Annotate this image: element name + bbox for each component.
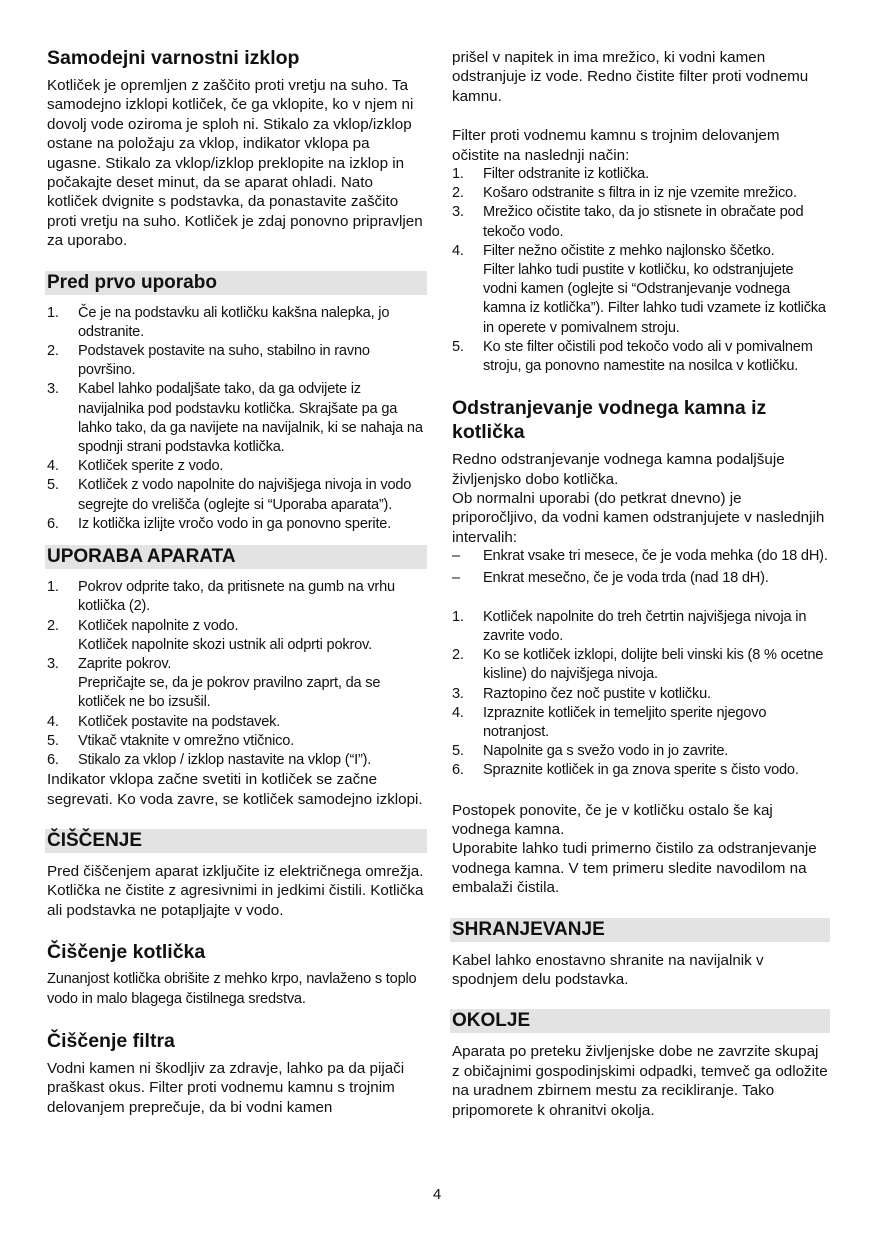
list-item: 4. Izpraznite kotliček in temeljito sperite njegovo notranjost. [452, 704, 767, 740]
list-item: 3. Raztopino čez noč pustite v kotličku. [452, 685, 711, 702]
filter-method-intro: Filter proti vodnemu kamnu s trojnim delovanjem očistite na naslednji način: [452, 127, 780, 164]
list-item: 6. Stikalo za vklop / izklop nastavite na vklop (“I”). [47, 751, 372, 768]
list-item: 3. Kabel lahko podaljšate tako, da ga odvijete iz navijalnika pod podstavku kotlička. Skrajšate pa ga lahko tako, da ga navijete na navijalnik, ki se nahaja na spodnji strani podstavka kotlička. [47, 381, 423, 456]
filter-cleaning-list [452, 165, 830, 376]
usage-after-text: Indikator vklopa začne svetiti in kotliček se začne segrevati. Ko voda zavre, se kotliček samodejno izklopi. [47, 771, 423, 808]
usage-heading: UPORABA APARATA [45, 545, 427, 569]
list-item: 6. Iz kotlička izlijte vročo vodo in ga ponovno sperite. [47, 515, 392, 532]
list-item: 2. Podstavek postavite na suho, stabilno in ravno površino. [47, 343, 370, 379]
descaling-steps [452, 608, 830, 781]
storage-heading: SHRANJEVANJE [450, 918, 830, 942]
list-item: 3. Zaprite pokrov. Prepričajte se, da je pokrov pravilno zaprt, da se kotliček ne bo izsušil. [47, 655, 381, 711]
list-item: 4. Kotliček postavite na podstavek. [47, 713, 281, 730]
descaling-heading: Odstranjevanje vodnega kamna iz kotlička [452, 397, 767, 444]
list-item: 4. Filter nežno očistite z mehko najlonsko ščetko. Filter lahko tudi pustite v kotličku, ko odstranjujete vodni kamen (oglejte si “Odstranjevanje vodnega kamna iz kotlička”). Filter lahko tudi vzamete iz kotlička in operete v pomivalnem stroju. [452, 242, 826, 336]
descaling-text-4: Uporabite lahko tudi primerno čistilo za odstranjevanje vodnega kamna. V tem primeru sledite navodilom na embalaži čistila. [452, 840, 817, 897]
storage-text: Kabel lahko enostavno shranite na navijalnik v spodnjem delu podstavka. [452, 951, 764, 988]
environment-text: Aparata po preteku življenjske dobe ne zavrzite skupaj z običajnimi gospodinjskimi odpadki, temveč ga odložite na uradnem zbirnem mestu za recikliranje. Tako pripomorete k ohranitvi okolja. [452, 1043, 828, 1119]
list-item: 1. Pokrov odprite tako, da pritisnete na gumb na vrhu kotlička (2). [47, 579, 395, 615]
descaling-text-3: Postopek ponovite, če je v kotličku ostalo še kaj vodnega kamna. [452, 801, 773, 838]
list-item: 2. Ko se kotliček izklopi, dolijte beli vinski kis (8 % ocetne kisline) do najvišjega nivoja. [452, 647, 824, 683]
cleaning-text-2: Kotlička ne čistite z agresivnimi in jedkimi čistili. Kotlička ali podstavka ne potapljajte v vodo. [47, 882, 424, 919]
list-item: 5. Kotliček z vodo napolnite do najvišjega nivoja in vodo segrejte do vrelišča (oglejte si “Uporaba aparata”). [47, 477, 412, 513]
page-number: 4 [432, 1186, 442, 1203]
list-item: 1. Če je na podstavku ali kotličku kakšna nalepka, jo odstranite. [47, 304, 390, 340]
descaling-text-1: Redno odstranjevanje vodnega kamna podaljšuje življenjsko dobo kotlička. [452, 451, 785, 488]
descaling-intervals [452, 547, 830, 587]
list-item: 5. Ko ste filter očistili pod tekočo vodo ali v pomivalnem stroju, ga ponovno namestite na nosilca v kotličku. [452, 338, 813, 375]
list-item: 1. Kotliček napolnite do treh četrtin najvišjega nivoja in zavrite vodo. [452, 608, 807, 644]
list-item: 2. Kotliček napolnite z vodo. Kotliček napolnite skozi ustnik ali odprti pokrov. [47, 617, 372, 653]
before-first-use-list [47, 304, 427, 534]
right-column [452, 48, 830, 1120]
kettle-cleaning-text: Zunanjost kotlička obrišite z mehko krpo, navlaženo s toplo vodo in malo blagega čistilnega sredstva. [47, 971, 417, 1007]
list-item: 3. Mrežico očistite tako, da jo stisnete in obračate pod tekočo vodo. [452, 204, 804, 240]
auto-off-heading: Samodejni varnostni izklop [47, 47, 300, 69]
list-item: – Enkrat mesečno, če je voda trda (nad 18 dH). [452, 569, 769, 586]
list-item: 6. Spraznite kotliček in ga znova sperite s čisto vodo. [452, 762, 799, 779]
kettle-cleaning-heading: Čiščenje kotlička [47, 941, 206, 964]
usage-list [47, 578, 427, 770]
before-first-use-heading: Pred prvo uporabo [45, 271, 427, 295]
list-item: 5. Vtikač vtaknite v omrežno vtičnico. [47, 732, 295, 749]
list-item: – Enkrat vsake tri mesece, če je voda mehka (do 18 dH). [452, 548, 828, 565]
auto-off-text: Kotliček je opremljen z zaščito proti vretju na suho. Ta samodejno izklopi kotliček, če ga vklopite, ko v njem ni dovolj vode oziroma je sploh ni. Stikalo za vklop/izklop ostane na položaju za vklop, indikator vklopa pa ugasne. Stikalo za vklop/izklop preklopite na izklop in počakajte deset minut, da se aparat ohladi. Nato kotliček dvignite s podstavka, da ponastavite zaščito proti vretju na suho. Kotliček je zdaj ponovno pripravljen za uporabo. [47, 77, 423, 250]
list-item: 2. Košaro odstranite s filtra in iz nje vzemite mrežico. [452, 185, 797, 202]
cleaning-heading: ČIŠČENJE [45, 829, 427, 853]
list-item: 5. Napolnite ga s svežo vodo in jo zavrite. [452, 743, 729, 760]
left-column [47, 46, 427, 1117]
cleaning-text-1: Pred čiščenjem aparat izključite iz električnega omrežja. [47, 862, 424, 880]
filter-cleaning-heading: Čiščenje filtra [47, 1029, 175, 1052]
filter-continued-text: prišel v napitek in ima mrežico, ki vodni kamen odstranjuje iz vode. Redno čistite filter proti vodnemu kamnu. [452, 49, 809, 105]
filter-cleaning-text: Vodni kamen ni škodljiv za zdravje, lahko pa da pijači praškast okus. Filter proti vodnemu kamnu s trojnim delovanjem preprečuje, da bi vodni kamen [47, 1059, 405, 1116]
list-item: 1. Filter odstranite iz kotlička. [452, 166, 649, 183]
descaling-text-2: Ob normalni uporabi (do petkrat dnevno) je priporočljivo, da vodni kamen odstranjujete v naslednjih intervalih: [452, 490, 825, 546]
environment-heading: OKOLJE [450, 1009, 830, 1033]
list-item: 4. Kotliček sperite z vodo. [47, 458, 224, 475]
